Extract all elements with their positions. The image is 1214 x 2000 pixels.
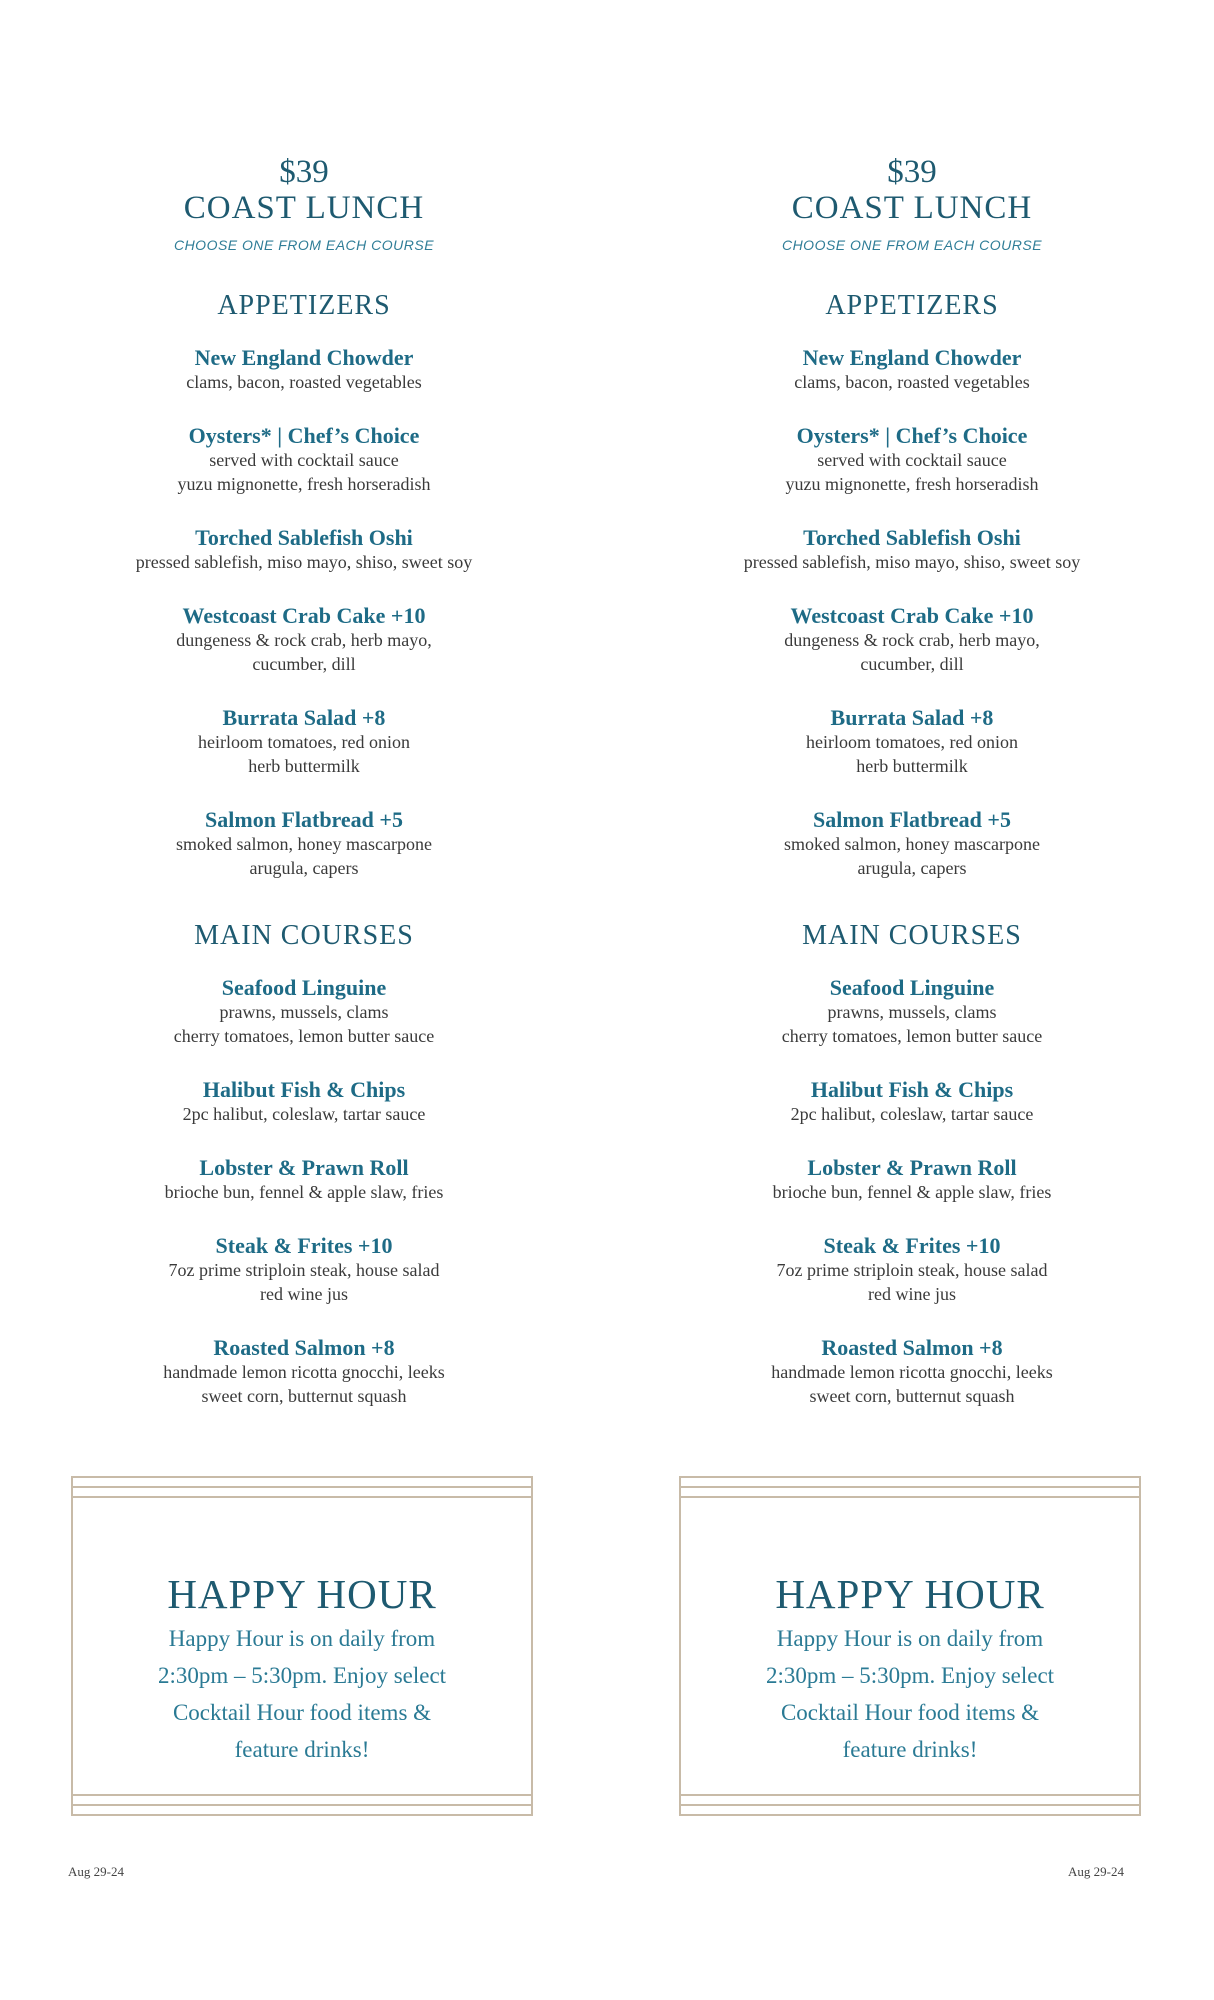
happy-hour-line: Cocktail Hour food items & [780, 1700, 1040, 1725]
item-desc: red wine jus [868, 1284, 956, 1304]
happy-hour-line: Happy Hour is on daily from [168, 1626, 436, 1651]
happy-hour-title: HAPPY HOUR [775, 1571, 1045, 1617]
happy-hour-line: 2:30pm – 5:30pm. Enjoy select [765, 1663, 1055, 1688]
footer-date-left: Aug 29-24 [68, 1864, 124, 1879]
item-name: Westcoast Crab Cake +10 [182, 603, 426, 628]
item-name: Torched Sablefish Oshi [803, 525, 1021, 550]
item-desc: cucumber, dill [860, 654, 964, 674]
item-name: Burrata Salad +8 [222, 705, 386, 730]
item-desc: arugula, capers [857, 858, 967, 878]
item-name: Halibut Fish & Chips [202, 1077, 406, 1102]
item-desc: 2pc halibut, coleslaw, tartar sauce [182, 1104, 426, 1124]
menu-subtitle: CHOOSE ONE FROM EACH COURSE [173, 237, 435, 253]
item-name: Burrata Salad +8 [830, 705, 994, 730]
divider [73, 1496, 531, 1498]
menu-item [44, 1078, 564, 1126]
menu-item [652, 346, 1172, 394]
menu-item [652, 424, 1172, 496]
item-desc: handmade lemon ricotta gnocchi, leeks [163, 1362, 445, 1382]
item-name: New England Chowder [194, 345, 414, 370]
menu-item [44, 976, 564, 1048]
item-name: Steak & Frites +10 [823, 1233, 1001, 1258]
item-name: Seafood Linguine [221, 975, 387, 1000]
item-desc: cherry tomatoes, lemon butter sauce [173, 1026, 435, 1046]
item-desc: clams, bacon, roasted vegetables [186, 372, 422, 392]
menu-item [44, 706, 564, 778]
item-name: Lobster & Prawn Roll [807, 1155, 1017, 1180]
menu-price: $39 [279, 154, 329, 190]
menu-item [44, 526, 564, 574]
menu-item [652, 604, 1172, 676]
menu-title: COAST LUNCH [183, 190, 425, 226]
menu-item [44, 1336, 564, 1408]
item-desc: served with cocktail sauce [817, 450, 1007, 470]
item-desc: smoked salmon, honey mascarpone [176, 834, 432, 854]
item-desc: pressed sablefish, miso mayo, shiso, sweet soy [743, 552, 1081, 572]
menu-item [652, 1336, 1172, 1408]
item-desc: brioche bun, fennel & apple slaw, fries [772, 1182, 1052, 1202]
item-name: Oysters* | Chef’s Choice [188, 423, 420, 448]
menu-price: $39 [887, 154, 937, 190]
appetizers-heading: APPETIZERS [825, 290, 999, 321]
menu-item [44, 346, 564, 394]
menu-item [44, 424, 564, 496]
item-desc: cherry tomatoes, lemon butter sauce [781, 1026, 1043, 1046]
divider [681, 1496, 1139, 1498]
item-desc: clams, bacon, roasted vegetables [794, 372, 1030, 392]
menu-item [652, 808, 1172, 880]
item-desc: 7oz prime striploin steak, house salad [776, 1260, 1048, 1280]
item-desc: 7oz prime striploin steak, house salad [168, 1260, 440, 1280]
divider [73, 1486, 531, 1488]
menu-column-left [44, 150, 564, 1408]
menu-item [652, 1156, 1172, 1204]
item-desc: heirloom tomatoes, red onion [806, 732, 1018, 752]
item-desc: prawns, mussels, clams [219, 1002, 389, 1022]
item-desc: herb buttermilk [248, 756, 360, 776]
happy-hour-line: feature drinks! [842, 1737, 978, 1762]
item-desc: handmade lemon ricotta gnocchi, leeks [771, 1362, 1053, 1382]
divider [73, 1804, 531, 1806]
item-name: Seafood Linguine [829, 975, 995, 1000]
appetizers-heading: APPETIZERS [217, 290, 391, 321]
item-name: Roasted Salmon +8 [821, 1335, 1003, 1360]
main-courses-heading: MAIN COURSES [194, 920, 414, 951]
item-desc: yuzu mignonette, fresh horseradish [177, 474, 431, 494]
item-desc: herb buttermilk [856, 756, 968, 776]
item-name: Oysters* | Chef’s Choice [796, 423, 1028, 448]
divider [681, 1794, 1139, 1796]
menu-item [44, 808, 564, 880]
menu-item [652, 1078, 1172, 1126]
item-name: Torched Sablefish Oshi [195, 525, 413, 550]
item-desc: brioche bun, fennel & apple slaw, fries [164, 1182, 444, 1202]
divider [73, 1794, 531, 1796]
item-desc: heirloom tomatoes, red onion [198, 732, 410, 752]
menu-item [44, 1234, 564, 1306]
item-desc: yuzu mignonette, fresh horseradish [785, 474, 1039, 494]
item-desc: sweet corn, butternut squash [201, 1386, 407, 1406]
item-name: New England Chowder [802, 345, 1022, 370]
footer-date-right: Aug 29-24 [1068, 1864, 1124, 1879]
menu-item [652, 706, 1172, 778]
item-desc: dungeness & rock crab, herb mayo, [176, 630, 432, 650]
menu-subtitle: CHOOSE ONE FROM EACH COURSE [781, 237, 1043, 253]
happy-hour-box-left [71, 1476, 533, 1816]
item-desc: red wine jus [260, 1284, 348, 1304]
item-name: Lobster & Prawn Roll [199, 1155, 409, 1180]
item-desc: prawns, mussels, clams [827, 1002, 997, 1022]
menu-item [652, 526, 1172, 574]
happy-hour-box-right [679, 1476, 1141, 1816]
item-desc: sweet corn, butternut squash [809, 1386, 1015, 1406]
menu-column-right [652, 150, 1172, 1408]
item-desc: smoked salmon, honey mascarpone [784, 834, 1040, 854]
menu-item [652, 976, 1172, 1048]
item-desc: served with cocktail sauce [209, 450, 399, 470]
divider [681, 1804, 1139, 1806]
item-desc: 2pc halibut, coleslaw, tartar sauce [790, 1104, 1034, 1124]
item-desc: cucumber, dill [252, 654, 356, 674]
item-desc: dungeness & rock crab, herb mayo, [784, 630, 1040, 650]
item-name: Salmon Flatbread +5 [205, 807, 403, 832]
item-name: Roasted Salmon +8 [213, 1335, 395, 1360]
happy-hour-title: HAPPY HOUR [167, 1571, 437, 1617]
item-name: Westcoast Crab Cake +10 [790, 603, 1034, 628]
menu-item [44, 1156, 564, 1204]
happy-hour-line: Cocktail Hour food items & [172, 1700, 432, 1725]
item-desc: arugula, capers [249, 858, 359, 878]
happy-hour-text [711, 1620, 1109, 1768]
happy-hour-line: 2:30pm – 5:30pm. Enjoy select [157, 1663, 447, 1688]
item-desc: pressed sablefish, miso mayo, shiso, sweet soy [135, 552, 473, 572]
happy-hour-text [103, 1620, 501, 1768]
menu-item [44, 604, 564, 676]
item-name: Salmon Flatbread +5 [813, 807, 1011, 832]
menu-item [652, 1234, 1172, 1306]
menu-title: COAST LUNCH [791, 190, 1033, 226]
item-name: Steak & Frites +10 [215, 1233, 393, 1258]
happy-hour-line: feature drinks! [234, 1737, 370, 1762]
divider [681, 1486, 1139, 1488]
item-name: Halibut Fish & Chips [810, 1077, 1014, 1102]
happy-hour-line: Happy Hour is on daily from [776, 1626, 1044, 1651]
main-courses-heading: MAIN COURSES [802, 920, 1022, 951]
